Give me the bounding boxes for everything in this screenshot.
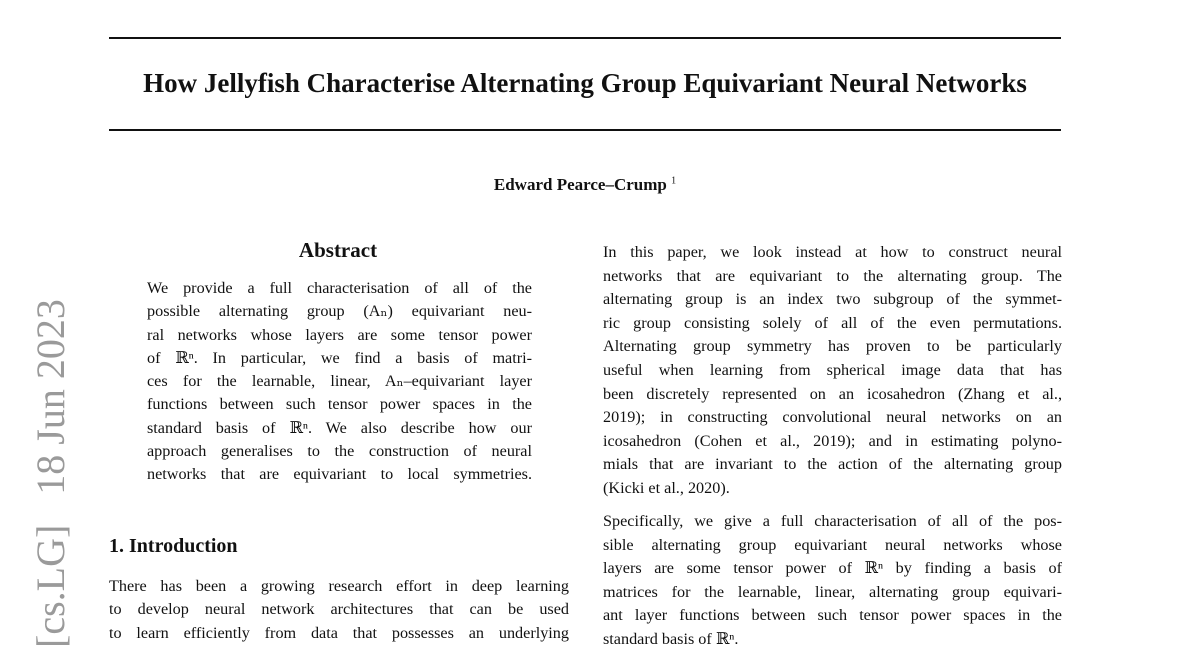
title-top-rule (109, 37, 1061, 39)
paragraph-line: useful when learning from spherical image data that has (603, 360, 1062, 379)
right-column-paragraph-1 (603, 241, 1062, 501)
paragraph-line: (Kicki et al., 2020). (603, 478, 730, 497)
paragraph-line: networks that are equivariant to the alternating group. The (603, 266, 1062, 285)
paragraph-line: alternating group is an index two subgroup of the symmet- (603, 290, 1062, 309)
paragraph-line: layers are some tensor power of ℝⁿ by finding a basis of (603, 559, 1062, 578)
paragraph-line: matrices for the learnable, linear, alternating group equivari- (603, 582, 1062, 601)
abstract-heading: Abstract (298, 238, 378, 262)
abstract-line: approach generalises to the construction of neural (147, 442, 532, 461)
paragraph-line: icosahedron (Cohen et al., 2019); and in estimating polyno- (603, 431, 1062, 450)
introduction-line: There has been a growing research effort in deep learning (109, 577, 569, 595)
paragraph-line: mials that are invariant to the action of the alternating group (603, 455, 1062, 474)
paragraph-line: standard basis of ℝⁿ. (603, 629, 739, 648)
abstract-line: standard basis of ℝⁿ. We also describe how our (147, 418, 532, 437)
paper-title: How Jellyfish Characterise Alternating Group Equivariant Neural Networks (143, 68, 1027, 98)
right-column-paragraph-2 (603, 510, 1062, 652)
abstract-line: ral networks whose layers are some tensor power (147, 325, 532, 344)
affiliation-mark: 1 (671, 175, 677, 187)
introduction-heading: 1. Introduction (109, 535, 238, 557)
paragraph-line: sible alternating group equivariant neural networks whose (603, 535, 1062, 554)
introduction-line: to develop neural network architectures that can be used (109, 600, 569, 619)
abstract-line: We provide a full characterisation of all of the (147, 279, 532, 297)
abstract-line: networks that are equivariant to local symmetries. (147, 465, 532, 484)
title-bottom-rule (109, 129, 1061, 131)
arxiv-side-stamp (26, 299, 76, 648)
paragraph-line: Specifically, we give a full characterisation of all of the pos- (603, 512, 1062, 530)
abstract-line: of ℝⁿ. In particular, we find a basis of matri- (147, 348, 532, 367)
author-line (109, 175, 1061, 195)
author-name: Edward Pearce–Crump (493, 175, 667, 194)
arxiv-category: [cs.LG] (28, 524, 73, 648)
abstract-line: functions between such tensor power spaces in the (147, 395, 532, 414)
paragraph-line: ant layer functions between such tensor power spaces in the (603, 606, 1062, 625)
abstract-body (147, 277, 532, 487)
paragraph-line: ric group consisting solely of all of the even permutations. (603, 313, 1062, 332)
paragraph-line: In this paper, we look instead at how to construct neural (603, 243, 1062, 261)
introduction-body (109, 575, 569, 645)
abstract-line: possible alternating group (Aₙ) equivariant neu- (147, 302, 532, 321)
paragraph-line: 2019); in constructing convolutional neural networks on an (603, 408, 1062, 427)
arxiv-date: 18 Jun 2023 (28, 299, 73, 495)
paragraph-line: been discretely represented on an icosahedron (Zhang et al., (603, 384, 1062, 403)
introduction-line: to learn efficiently from data that possesses an underlying (109, 623, 569, 642)
paragraph-line: Alternating group symmetry has proven to be particularly (603, 337, 1062, 356)
abstract-line: ces for the learnable, linear, Aₙ–equivariant layer (147, 372, 532, 391)
